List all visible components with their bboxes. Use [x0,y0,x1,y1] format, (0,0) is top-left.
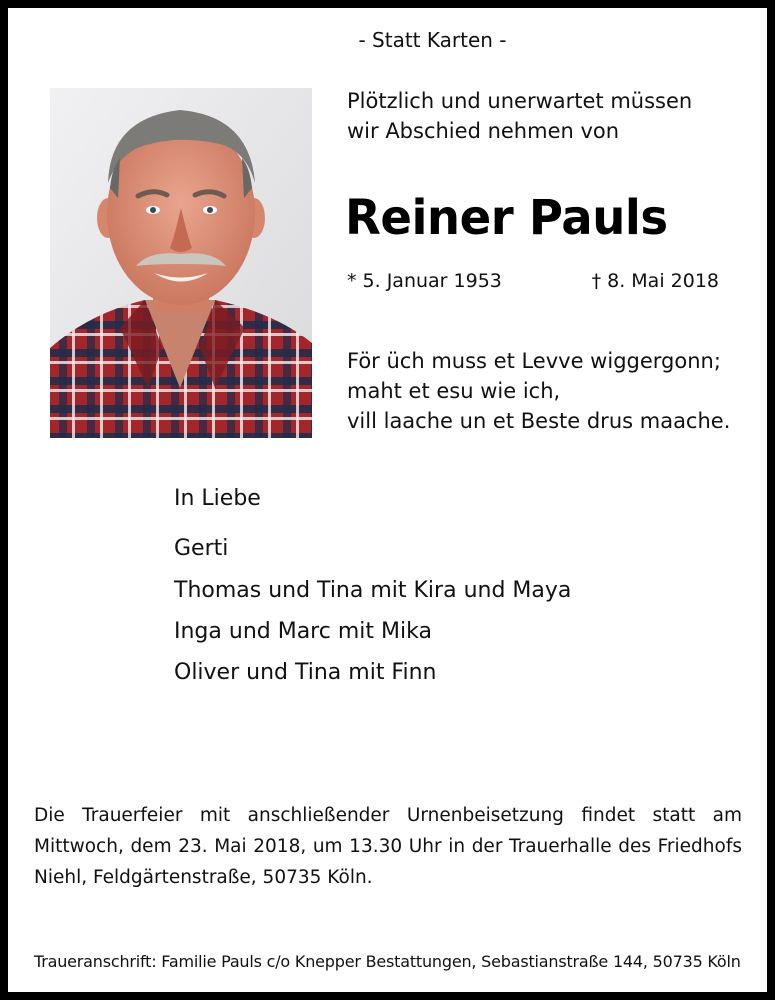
poem-line: maht et esu wie ich, [347,379,561,403]
death-date: † 8. Mai 2018 [591,270,719,292]
poem [347,346,767,436]
deceased-name: Reiner Pauls [345,190,668,246]
intro-text [347,86,757,146]
mourner-family: Thomas und Tina mit Kira und Maya [174,578,572,603]
poem-line: För üch muss et Levve wiggergonn; [347,349,721,373]
portrait-photo [50,88,312,438]
intro-line: Plötzlich und unerwartet müssen [347,89,693,113]
poem-line: vill laache un et Beste drus maache. [347,409,731,433]
mourner-family: Inga und Marc mit Mika [174,619,432,644]
statt-karten-header: - Statt Karten - [358,28,507,52]
mourners-list [174,486,571,693]
condolence-address: Traueranschrift: Familie Pauls c/o Knepper Bestattungen, Sebastianstraße 144, 50735 Köln [34,952,741,971]
intro-line: wir Abschied nehmen von [347,119,620,143]
birth-date: * 5. Januar 1953 [347,270,502,292]
mourner-family: Oliver und Tina mit Finn [174,660,437,685]
closing-phrase: In Liebe [174,486,261,511]
life-dates [347,270,719,292]
funeral-service-info: Die Trauerfeier mit anschließender Urnenbeisetzung findet statt am Mittwoch, dem 23. Mai 2018, um 13.30 Uhr in der Trauerhalle des Friedhofs Niehl, Feldgärtenstraße, 50735 Köln. [34,805,742,888]
portrait-image [50,88,312,438]
mourner-name: Gerti [174,536,229,561]
